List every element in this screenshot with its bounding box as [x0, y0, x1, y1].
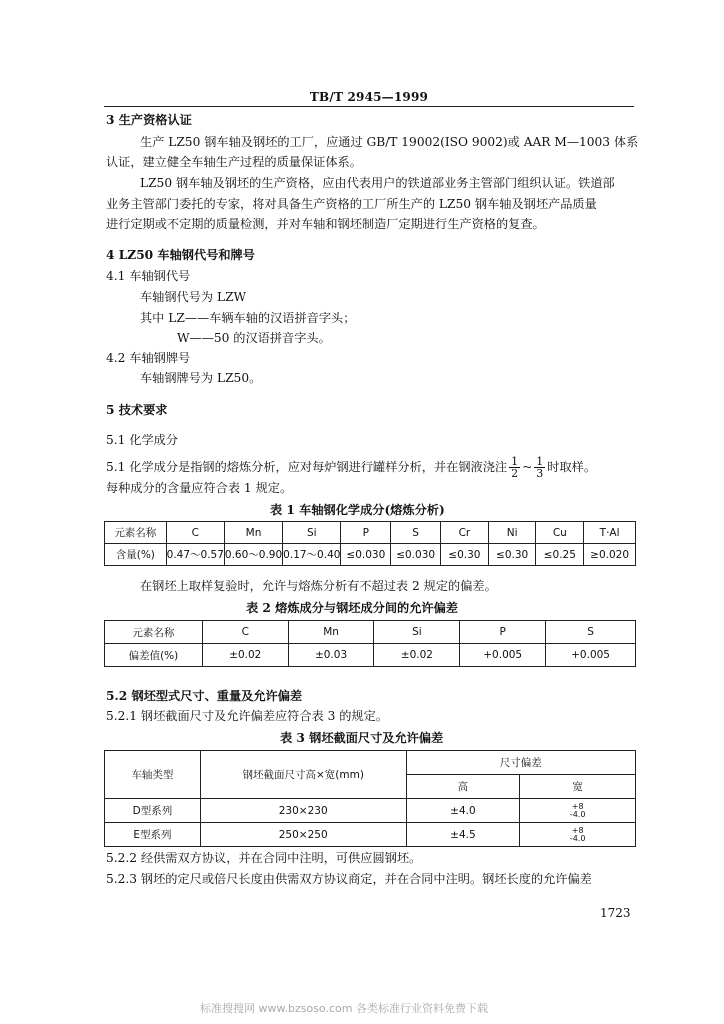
table2-cell: ±0.03	[288, 644, 374, 667]
sec51-line1	[106, 456, 596, 479]
table1-header-cell: S	[391, 522, 441, 544]
sec41-line3: W——50 的汉语拼音字头。	[177, 331, 331, 345]
table3-cell-type: E型系列	[105, 823, 201, 847]
sec41-line2: 其中 LZ——车辆车轴的汉语拼音字头；	[140, 311, 356, 325]
table3-caption: 表 3 钢坯截面尺寸及允许偏差	[280, 731, 444, 745]
table1-header-cell: Cu	[536, 522, 584, 544]
standard-header: TB/T 2945—1999	[309, 90, 429, 104]
table1-header-cell: T·Al	[584, 522, 636, 544]
table1-header-cell: Cr	[441, 522, 489, 544]
table-row	[105, 799, 636, 823]
table3-cell-size: 230×230	[200, 799, 406, 823]
section-4-1-title: 4.1 车轴钢代号	[106, 269, 191, 283]
table1-chemical-composition	[104, 521, 636, 566]
table2-header-cell: 元素名称	[105, 621, 203, 644]
table1-caption: 表 1 车轴钢化学成分(熔炼分析)	[270, 503, 445, 517]
table1-header-cell: P	[341, 522, 391, 544]
section-4-2-title: 4.2 车轴钢牌号	[106, 351, 191, 365]
table1-cell: ≤0.25	[536, 544, 584, 566]
section-5-title: 5 技术要求	[106, 403, 168, 417]
table1-cell: 0.17～0.40	[283, 544, 341, 566]
table3-billet-dimensions	[104, 750, 636, 847]
table3-header-height: 高	[406, 775, 520, 799]
table2-cell: 偏差值(%)	[105, 644, 203, 667]
sec51-line2: 每种成分的含量应符合表 1 规定。	[106, 481, 293, 495]
table1-header-cell: Ni	[488, 522, 536, 544]
table3-cell-width-tol	[520, 799, 636, 823]
table1-cell: ≤0.030	[391, 544, 441, 566]
tilde: ~	[522, 460, 533, 474]
sec3-paragraph2-line3: 进行定期或不定期的质量检测，并对车轴和钢坯制造厂定期进行生产资格的复查。	[106, 217, 545, 231]
table1-header-cell: 元素名称	[105, 522, 167, 544]
width-tolerance: +8 -4.0	[569, 825, 586, 843]
table1-header-cell: C	[166, 522, 224, 544]
between-tables-text: 在钢坯上取样复验时，允许与熔炼分析有不超过表 2 规定的偏差。	[140, 579, 497, 593]
table2-melting-deviation	[104, 620, 636, 667]
table1-cell: 含量(%)	[105, 544, 167, 566]
watermark: 标准搜搜网 www.bzsoso.com 各类标准行业资料免费下载	[200, 1002, 488, 1015]
table1-cell: 0.47～0.57	[166, 544, 224, 566]
table-row	[105, 544, 636, 566]
sec3-paragraph2-line1: LZ50 钢车轴及钢坯的生产资格，应由代表用户的铁道部业务主管部门组织认证。铁道部	[140, 176, 615, 190]
header-rule	[104, 106, 634, 107]
table3-cell-height-tol: ±4.0	[406, 799, 520, 823]
table1-cell: ≤0.30	[441, 544, 489, 566]
sec51-line1-text-a: 5.1 化学成分是指钢的熔炼分析，应对每炉钢进行罐样分析，并在钢液浇注	[106, 460, 508, 474]
table2-header-cell: S	[546, 621, 636, 644]
table3-header-size: 钢坯截面尺寸高×宽(mm)	[200, 751, 406, 799]
section-3-title: 3 生产资格认证	[106, 113, 192, 127]
section-5-1-title: 5.1 化学成分	[106, 433, 179, 447]
sec51-line1-text-b: 时取样。	[547, 460, 597, 474]
table-row	[105, 823, 636, 847]
table3-header-type: 车轴类型	[105, 751, 201, 799]
table2-cell: ±0.02	[374, 644, 460, 667]
table3-header-tolerance: 尺寸偏差	[406, 751, 635, 775]
sec3-paragraph1-line1: 生产 LZ50 钢车轴及钢坯的工厂，应通过 GB/T 19002(ISO 9002)或 AAR M—1003 体系	[140, 135, 639, 149]
table1-cell: ≥0.020	[584, 544, 636, 566]
table3-cell-width-tol	[520, 823, 636, 847]
section-5-2-1: 5.2.1 钢坯截面尺寸及允许偏差应符合表 3 的规定。	[106, 709, 388, 723]
table3-cell-height-tol: ±4.5	[406, 823, 520, 847]
table2-header-cell: P	[460, 621, 546, 644]
width-tolerance: +8 -4.0	[569, 801, 586, 819]
table2-header-cell: Si	[374, 621, 460, 644]
page-number: 1723	[600, 906, 631, 920]
sec3-paragraph2-line2: 业务主管部门委托的专家，将对具备生产资格的工厂所生产的 LZ50 钢车轴及钢坯产品质量	[106, 197, 597, 211]
table2-cell: ±0.02	[202, 644, 288, 667]
table1-header-cell: Si	[283, 522, 341, 544]
table2-cell: +0.005	[546, 644, 636, 667]
table-row	[105, 644, 636, 667]
fraction-one-half: $\frac{1}{2}$	[511, 455, 519, 480]
table1-cell: ≤0.030	[341, 544, 391, 566]
table2-caption: 表 2 熔炼成分与钢坯成分间的允许偏差	[246, 601, 458, 615]
table1-header-cell: Mn	[224, 522, 282, 544]
section-5-2-title: 5.2 钢坯型式尺寸、重量及允许偏差	[106, 689, 303, 703]
table2-header-cell: Mn	[288, 621, 374, 644]
table3-header-width: 宽	[520, 775, 636, 799]
sec42-line1: 车轴钢牌号为 LZ50。	[140, 371, 262, 385]
sec41-line1: 车轴钢代号为 LZW	[140, 290, 247, 304]
section-5-2-3: 5.2.3 钢坯的定尺或倍尺长度由供需双方协议商定，并在合同中注明。钢坯长度的允许偏差	[106, 872, 592, 886]
table3-cell-type: D型系列	[105, 799, 201, 823]
table1-cell: 0.60～0.90	[224, 544, 282, 566]
table2-header-cell: C	[202, 621, 288, 644]
table1-cell: ≤0.30	[488, 544, 536, 566]
section-4-title: 4 LZ50 车轴钢代号和牌号	[106, 248, 255, 262]
sec3-paragraph1-line2: 认证，建立健全车轴生产过程的质量保证体系。	[106, 155, 362, 169]
table2-cell: +0.005	[460, 644, 546, 667]
fraction-one-third: $\frac{1}{3}$	[536, 455, 544, 480]
table3-cell-size: 250×250	[200, 823, 406, 847]
section-5-2-2: 5.2.2 经供需双方协议，并在合同中注明，可供应圆钢坯。	[106, 851, 422, 865]
